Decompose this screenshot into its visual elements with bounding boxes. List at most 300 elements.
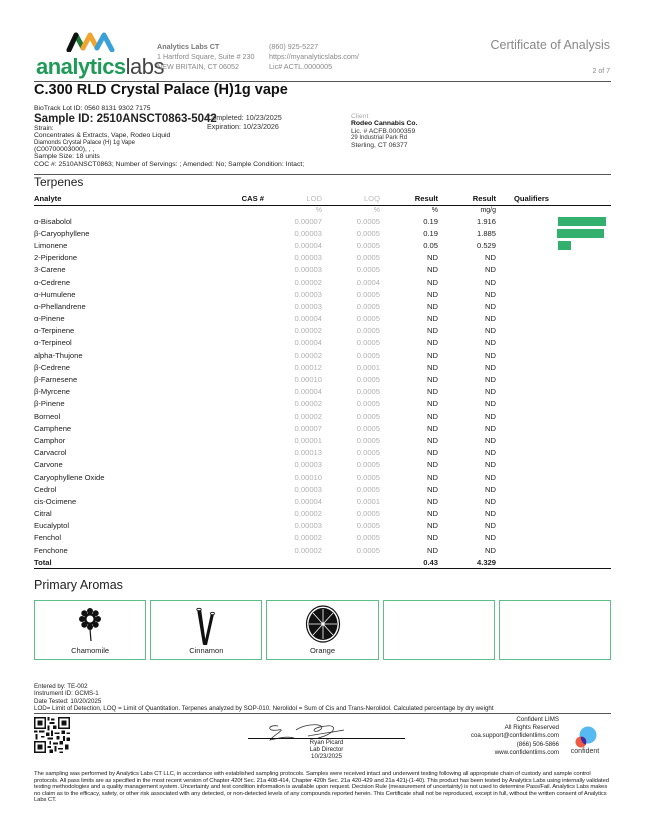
lod-value: 0.00002 bbox=[294, 545, 322, 555]
analyte-name: Eucalyptol bbox=[34, 521, 70, 531]
analyte-name: β-Farnesene bbox=[34, 375, 78, 385]
loq-value: 0.0005 bbox=[356, 448, 380, 458]
qualifier-cell bbox=[496, 483, 611, 495]
qualifier-cell bbox=[496, 471, 611, 483]
qualifier-cell bbox=[496, 532, 611, 544]
cas-number bbox=[204, 508, 264, 520]
qualifier-cell bbox=[496, 313, 611, 325]
total-mg-g: 4.329 bbox=[438, 556, 496, 568]
table-row bbox=[34, 447, 611, 459]
loq-value: 0.0005 bbox=[356, 265, 380, 275]
signed-date: 10/23/2025 bbox=[311, 752, 342, 760]
result-mg-g: ND bbox=[485, 509, 496, 519]
result-mg-g: ND bbox=[485, 277, 496, 287]
client-city: Sterling, CT 06377 bbox=[351, 141, 408, 149]
table-row bbox=[34, 215, 611, 227]
loq-value: 0.0004 bbox=[356, 277, 380, 287]
aroma-card bbox=[266, 600, 378, 660]
qualifier-cell bbox=[496, 361, 611, 373]
result-mg-g: ND bbox=[485, 399, 496, 409]
header-result-pct: Result bbox=[380, 193, 438, 205]
analyte-name: Limonene bbox=[34, 240, 68, 250]
loq-value: 0.0005 bbox=[356, 228, 380, 238]
loq-value: 0.0005 bbox=[356, 253, 380, 263]
logo-word-labs: labs bbox=[125, 54, 165, 79]
units-row bbox=[34, 205, 611, 215]
result-mg-g: ND bbox=[485, 338, 496, 348]
loq-value: 0.0005 bbox=[356, 423, 380, 433]
client-address: 29 Industrial Park Rd bbox=[351, 135, 408, 142]
unit-result-mg: mg/g bbox=[480, 206, 496, 214]
lod-value: 0.00007 bbox=[294, 423, 322, 433]
logo-mark-icon bbox=[66, 30, 116, 52]
cas-number bbox=[204, 422, 264, 434]
result-percent: ND bbox=[427, 411, 438, 421]
qualifier-cell bbox=[496, 410, 611, 422]
cinnamon-stick-icon bbox=[193, 607, 219, 647]
cas-number bbox=[204, 215, 264, 227]
lod-value: 0.00003 bbox=[294, 484, 322, 494]
loq-value: 0.0005 bbox=[356, 326, 380, 336]
table-row bbox=[34, 288, 611, 300]
table-row bbox=[34, 325, 611, 337]
client-block bbox=[351, 113, 417, 149]
cas-number bbox=[204, 459, 264, 471]
analyte-name: Carvone bbox=[34, 460, 63, 470]
cas-number bbox=[204, 532, 264, 544]
lims-phone: (866) 506-5866 bbox=[516, 740, 559, 748]
result-mg-g: ND bbox=[485, 521, 496, 531]
result-mg-g: ND bbox=[485, 253, 496, 263]
qualifier-cell bbox=[496, 422, 611, 434]
cas-number bbox=[204, 313, 264, 325]
loq-value: 0.0001 bbox=[356, 496, 380, 506]
loq-value: 0.0005 bbox=[356, 387, 380, 397]
cas-number bbox=[204, 471, 264, 483]
qr-code-icon[interactable] bbox=[34, 717, 70, 753]
cas-number bbox=[204, 239, 264, 251]
analyte-name: Borneol bbox=[34, 411, 61, 421]
lims-website[interactable]: www.confidentlims.com bbox=[494, 748, 559, 756]
lab-license: Lic# ACTL.0000005 bbox=[269, 62, 333, 71]
result-mg-g: ND bbox=[485, 448, 496, 458]
lod-value: 0.00012 bbox=[294, 362, 322, 372]
lod-value: 0.00004 bbox=[294, 496, 322, 506]
analyte-name: α-Pinene bbox=[34, 314, 65, 324]
lab-address-line-1: 1 Hartford Square, Suite # 230 bbox=[157, 52, 255, 61]
qualifier-cell bbox=[496, 215, 611, 227]
loq-value: 0.0005 bbox=[356, 484, 380, 494]
loq-value: 0.0005 bbox=[356, 350, 380, 360]
signer-block bbox=[248, 740, 405, 760]
table-row bbox=[34, 508, 611, 520]
aroma-card bbox=[150, 600, 262, 660]
result-mg-g: ND bbox=[485, 314, 496, 324]
result-percent: ND bbox=[427, 509, 438, 519]
qualifier-cell bbox=[496, 239, 611, 251]
lab-website[interactable]: https://myanalyticslabs.com/ bbox=[269, 52, 359, 61]
lims-name: Confident LIMS bbox=[516, 716, 559, 723]
table-row bbox=[34, 349, 611, 361]
loq-value: 0.0005 bbox=[356, 509, 380, 519]
lod-value: 0.00002 bbox=[294, 350, 322, 360]
confident-logo-text: confident bbox=[570, 748, 600, 755]
lod-value: 0.00010 bbox=[294, 472, 322, 482]
date-tested: Date Tested: 10/20/2025 bbox=[34, 697, 102, 705]
result-bar bbox=[558, 217, 606, 226]
header-cas: CAS # bbox=[204, 193, 264, 205]
aromas-grid bbox=[34, 600, 611, 660]
analyte-name: Fenchone bbox=[34, 545, 68, 555]
instrument-id: Instrument ID: GCMS-1 bbox=[34, 690, 99, 698]
cas-number bbox=[204, 349, 264, 361]
aroma-label: Chamomile bbox=[71, 646, 110, 655]
result-percent: ND bbox=[427, 423, 438, 433]
cas-number bbox=[204, 373, 264, 385]
result-percent: ND bbox=[427, 265, 438, 275]
table-row bbox=[34, 410, 611, 422]
result-percent: ND bbox=[427, 301, 438, 311]
orange-slice-icon bbox=[305, 605, 341, 643]
result-percent: ND bbox=[427, 387, 438, 397]
strain-line-3: (C00700003000), , , bbox=[34, 145, 95, 153]
aroma-card-empty bbox=[499, 600, 611, 660]
lod-value: 0.00004 bbox=[294, 314, 322, 324]
table-row bbox=[34, 227, 611, 239]
table-row bbox=[34, 276, 611, 288]
strain-label: Strain: bbox=[34, 124, 54, 132]
document-header bbox=[0, 0, 647, 82]
table-row bbox=[34, 459, 611, 471]
table-row bbox=[34, 264, 611, 276]
qualifier-cell bbox=[496, 495, 611, 507]
result-percent: 0.19 bbox=[423, 228, 438, 238]
loq-value: 0.0005 bbox=[356, 545, 380, 555]
lod-value: 0.00003 bbox=[294, 289, 322, 299]
cas-number bbox=[204, 410, 264, 422]
biotrack-lot-id: BioTrack Lot ID: 0560 8131 9302 7175 bbox=[34, 105, 151, 112]
lod-value: 0.00007 bbox=[294, 216, 322, 226]
analyte-name: Cedrol bbox=[34, 484, 57, 494]
lab-contact-block bbox=[269, 42, 359, 72]
analyte-name: α-Bisabolol bbox=[34, 216, 72, 226]
analyte-name: β-Myrcene bbox=[34, 387, 71, 397]
result-percent: 0.19 bbox=[423, 216, 438, 226]
table-row bbox=[34, 361, 611, 373]
lod-value: 0.00003 bbox=[294, 301, 322, 311]
lims-rights: All Rights Reserved bbox=[504, 724, 559, 732]
result-mg-g: 1.885 bbox=[476, 228, 496, 238]
table-row bbox=[34, 337, 611, 349]
lab-phone: (860) 925-5227 bbox=[269, 42, 319, 51]
result-mg-g: ND bbox=[485, 545, 496, 555]
analyte-name: Camphor bbox=[34, 435, 66, 445]
loq-value: 0.0005 bbox=[356, 216, 380, 226]
analyte-name: α-Humulene bbox=[34, 289, 76, 299]
result-mg-g: ND bbox=[485, 375, 496, 385]
abbreviation-legend: LOD= Limit of Detection, LOQ = Limit of Quantitation. Terpenes analyzed by SOP-010. Nerolidol = Sum of Cis and Trans-Nerolidol. Calculated percentage by dry weight bbox=[34, 704, 494, 712]
terpenes-table bbox=[34, 193, 611, 569]
qualifier-cell bbox=[496, 434, 611, 446]
aroma-label: Cinnamon bbox=[189, 646, 224, 655]
loq-value: 0.0005 bbox=[356, 399, 380, 409]
cas-number bbox=[204, 227, 264, 239]
header-loq: LOQ bbox=[322, 193, 380, 205]
flower-icon bbox=[78, 607, 102, 643]
result-percent: ND bbox=[427, 362, 438, 372]
cas-number bbox=[204, 337, 264, 349]
meta-divider bbox=[34, 174, 611, 175]
result-mg-g: ND bbox=[485, 435, 496, 445]
result-percent: ND bbox=[427, 435, 438, 445]
result-mg-g: 1.916 bbox=[476, 216, 496, 226]
cas-number bbox=[204, 361, 264, 373]
entered-by: Entered by: TE-002 bbox=[34, 683, 88, 690]
result-mg-g: ND bbox=[485, 411, 496, 421]
header-lod: LOD bbox=[264, 193, 322, 205]
signer-name: Ryan Picard bbox=[309, 739, 344, 746]
analyte-name: cis-Ocimene bbox=[34, 496, 77, 506]
client-name: Rodeo Cannabis Co. bbox=[351, 120, 418, 128]
footer-divider bbox=[34, 713, 611, 714]
result-percent: ND bbox=[427, 460, 438, 470]
expiration-date: Expiration: 10/23/2026 bbox=[207, 122, 279, 131]
result-mg-g: ND bbox=[485, 484, 496, 494]
result-mg-g: 0.529 bbox=[476, 240, 496, 250]
result-mg-g: ND bbox=[485, 350, 496, 360]
header-qualifiers: Qualifiers bbox=[496, 193, 611, 205]
total-loq bbox=[322, 556, 380, 568]
page-number: 2 of 7 bbox=[592, 68, 610, 75]
aroma-card bbox=[34, 600, 146, 660]
loq-value: 0.0005 bbox=[356, 460, 380, 470]
result-percent: ND bbox=[427, 326, 438, 336]
qualifier-cell bbox=[496, 459, 611, 471]
test-notes bbox=[34, 683, 494, 712]
cas-number bbox=[204, 264, 264, 276]
table-row bbox=[34, 300, 611, 312]
cas-number bbox=[204, 495, 264, 507]
unit-lod: % bbox=[315, 206, 322, 214]
result-percent: ND bbox=[427, 253, 438, 263]
cas-number bbox=[204, 386, 264, 398]
result-percent: 0.05 bbox=[423, 240, 438, 250]
sample-id: Sample ID: 2510ANSCT0863-5042 bbox=[34, 112, 217, 125]
total-lod bbox=[264, 556, 322, 568]
terpenes-section-title: Terpenes bbox=[34, 175, 84, 189]
lod-value: 0.00002 bbox=[294, 411, 322, 421]
aroma-card-empty bbox=[383, 600, 495, 660]
lod-value: 0.00003 bbox=[294, 253, 322, 263]
lod-value: 0.00003 bbox=[294, 460, 322, 470]
table-row bbox=[34, 434, 611, 446]
result-percent: ND bbox=[427, 472, 438, 482]
cas-number bbox=[204, 447, 264, 459]
table-row bbox=[34, 471, 611, 483]
table-row bbox=[34, 495, 611, 507]
table-row bbox=[34, 544, 611, 556]
loq-value: 0.0005 bbox=[356, 411, 380, 421]
total-qualifier bbox=[496, 556, 611, 568]
cas-number bbox=[204, 325, 264, 337]
loq-value: 0.0005 bbox=[356, 301, 380, 311]
lod-value: 0.00002 bbox=[294, 277, 322, 287]
loq-value: 0.0005 bbox=[356, 435, 380, 445]
lod-value: 0.00002 bbox=[294, 509, 322, 519]
result-mg-g: ND bbox=[485, 460, 496, 470]
qualifier-cell bbox=[496, 508, 611, 520]
aromas-section-title: Primary Aromas bbox=[34, 578, 123, 592]
cas-number bbox=[204, 300, 264, 312]
result-mg-g: ND bbox=[485, 265, 496, 275]
table-row bbox=[34, 398, 611, 410]
cas-number bbox=[204, 398, 264, 410]
completed-date: Completed: 10/23/2025 bbox=[207, 113, 282, 122]
result-percent: ND bbox=[427, 314, 438, 324]
strain-line-1: Concentrates & Extracts, Vape, Rodeo Liquid bbox=[34, 132, 171, 140]
lims-email[interactable]: coa.support@confidentlims.com bbox=[470, 732, 559, 740]
result-percent: ND bbox=[427, 277, 438, 287]
result-percent: ND bbox=[427, 484, 438, 494]
lod-value: 0.00002 bbox=[294, 533, 322, 543]
analyte-name: α-Terpinene bbox=[34, 326, 75, 336]
lod-value: 0.00003 bbox=[294, 521, 322, 531]
strain-line-2: Diamonds Crystal Palace (H) 1g Vape bbox=[34, 139, 135, 146]
result-percent: ND bbox=[427, 496, 438, 506]
lod-value: 0.00002 bbox=[294, 326, 322, 336]
analyte-name: Camphene bbox=[34, 423, 72, 433]
loq-value: 0.0005 bbox=[356, 533, 380, 543]
table-row bbox=[34, 373, 611, 385]
table-row bbox=[34, 239, 611, 251]
product-title: C.300 RLD Crystal Palace (H)1g vape bbox=[34, 82, 288, 98]
lab-address-block bbox=[157, 42, 255, 72]
analyte-name: β-Pinene bbox=[34, 399, 65, 409]
cas-number bbox=[204, 434, 264, 446]
table-row bbox=[34, 532, 611, 544]
result-mg-g: ND bbox=[485, 533, 496, 543]
unit-result-pct: % bbox=[431, 206, 438, 214]
dates-block bbox=[207, 113, 282, 131]
lod-value: 0.00002 bbox=[294, 399, 322, 409]
sample-size: Sample Size: 18 units bbox=[34, 153, 100, 161]
result-mg-g: ND bbox=[485, 423, 496, 433]
result-percent: ND bbox=[427, 399, 438, 409]
analyte-name: Carvacrol bbox=[34, 448, 67, 458]
lab-address-line-2: NEW BRITAIN, CT 06052 bbox=[157, 62, 240, 71]
lab-name: Analytics Labs CT bbox=[157, 42, 220, 51]
result-percent: ND bbox=[427, 375, 438, 385]
table-row bbox=[34, 386, 611, 398]
loq-value: 0.0001 bbox=[356, 362, 380, 372]
qualifier-cell bbox=[496, 373, 611, 385]
aroma-label: Orange bbox=[309, 646, 336, 655]
loq-value: 0.0005 bbox=[356, 314, 380, 324]
lod-value: 0.00013 bbox=[294, 448, 322, 458]
result-percent: ND bbox=[427, 289, 438, 299]
cas-number bbox=[204, 276, 264, 288]
coc-info: COC #: 2510ANSCT0863; Number of Servings: ; Amended: No; Sample Condition: Intact; bbox=[34, 160, 305, 168]
result-mg-g: ND bbox=[485, 387, 496, 397]
qualifier-cell bbox=[496, 300, 611, 312]
loq-value: 0.0005 bbox=[356, 375, 380, 385]
lod-value: 0.00001 bbox=[294, 435, 322, 445]
result-mg-g: ND bbox=[485, 472, 496, 482]
analyte-name: β-Cedrene bbox=[34, 362, 71, 372]
analyte-name: α-Phellandrene bbox=[34, 301, 86, 311]
result-mg-g: ND bbox=[485, 289, 496, 299]
cas-number bbox=[204, 544, 264, 556]
analyte-name: Fenchol bbox=[34, 533, 62, 543]
qualifier-cell bbox=[496, 337, 611, 349]
lod-value: 0.00003 bbox=[294, 228, 322, 238]
lod-value: 0.00004 bbox=[294, 338, 322, 348]
lod-value: 0.00004 bbox=[294, 387, 322, 397]
result-bar bbox=[557, 229, 604, 238]
lims-info bbox=[471, 716, 559, 757]
qualifier-cell bbox=[496, 386, 611, 398]
table-row bbox=[34, 252, 611, 264]
total-cas bbox=[204, 556, 264, 568]
total-row bbox=[34, 556, 611, 568]
table-row bbox=[34, 313, 611, 325]
result-mg-g: ND bbox=[485, 362, 496, 372]
loq-value: 0.0005 bbox=[356, 472, 380, 482]
qualifier-cell bbox=[496, 252, 611, 264]
lod-value: 0.00010 bbox=[294, 375, 322, 385]
cas-number bbox=[204, 520, 264, 532]
lod-value: 0.00003 bbox=[294, 265, 322, 275]
analyte-name: α-Cedrene bbox=[34, 277, 71, 287]
qualifier-cell bbox=[496, 325, 611, 337]
loq-value: 0.0005 bbox=[356, 338, 380, 348]
qualifier-cell bbox=[496, 276, 611, 288]
loq-value: 0.0005 bbox=[356, 521, 380, 531]
analyte-name: 3-Carene bbox=[34, 265, 66, 275]
qualifier-cell bbox=[496, 227, 611, 239]
total-percent: 0.43 bbox=[380, 556, 438, 568]
result-percent: ND bbox=[427, 350, 438, 360]
qualifier-cell bbox=[496, 349, 611, 361]
qualifier-cell bbox=[496, 520, 611, 532]
table-row bbox=[34, 520, 611, 532]
sample-meta bbox=[34, 105, 344, 169]
result-bar bbox=[558, 241, 571, 250]
result-percent: ND bbox=[427, 521, 438, 531]
result-mg-g: ND bbox=[485, 496, 496, 506]
table-row bbox=[34, 422, 611, 434]
result-mg-g: ND bbox=[485, 301, 496, 311]
header-analyte: Analyte bbox=[34, 193, 204, 205]
lod-value: 0.00004 bbox=[294, 240, 322, 250]
analyte-name: α-Terpineol bbox=[34, 338, 72, 348]
loq-value: 0.0005 bbox=[356, 240, 380, 250]
result-percent: ND bbox=[427, 448, 438, 458]
cas-number bbox=[204, 483, 264, 495]
qualifier-cell bbox=[496, 288, 611, 300]
qualifier-cell bbox=[496, 447, 611, 459]
total-label: Total bbox=[34, 556, 204, 568]
analyte-name: Citral bbox=[34, 509, 52, 519]
qualifier-cell bbox=[496, 264, 611, 276]
header-result-mg: Result bbox=[438, 193, 496, 205]
terpenes-header-row bbox=[34, 193, 611, 205]
qualifier-cell bbox=[496, 398, 611, 410]
analytics-labs-logo bbox=[36, 30, 165, 80]
result-percent: ND bbox=[427, 338, 438, 348]
result-percent: ND bbox=[427, 545, 438, 555]
analyte-name: alpha-Thujone bbox=[34, 350, 83, 360]
